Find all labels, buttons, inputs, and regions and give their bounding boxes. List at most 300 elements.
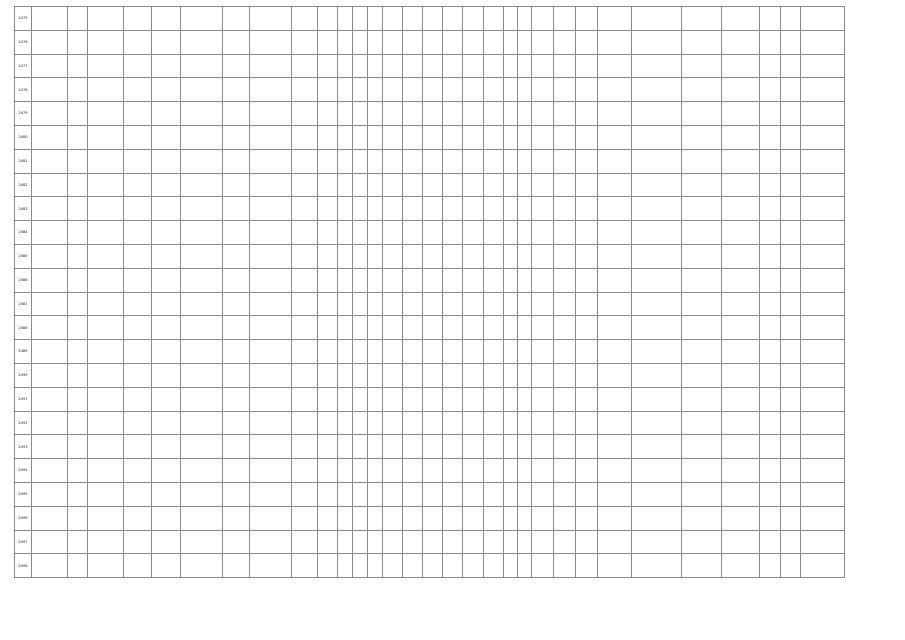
table-cell bbox=[483, 411, 503, 435]
table-cell bbox=[597, 340, 631, 364]
table-cell bbox=[722, 30, 760, 54]
table-cell bbox=[124, 363, 152, 387]
table-cell bbox=[575, 506, 597, 530]
table-cell bbox=[483, 363, 503, 387]
table-cell bbox=[368, 316, 383, 340]
table-cell bbox=[403, 459, 423, 483]
table-cell bbox=[222, 530, 249, 554]
table-cell bbox=[553, 78, 575, 102]
table-cell bbox=[553, 530, 575, 554]
table-cell bbox=[338, 102, 353, 126]
table-cell bbox=[517, 7, 531, 31]
table-cell bbox=[517, 268, 531, 292]
table-row bbox=[15, 54, 845, 78]
table-cell bbox=[403, 7, 423, 31]
table-cell bbox=[249, 125, 291, 149]
table-cell bbox=[483, 459, 503, 483]
table-cell bbox=[180, 506, 222, 530]
table-cell bbox=[780, 7, 800, 31]
table-cell bbox=[152, 482, 180, 506]
table-cell bbox=[338, 30, 353, 54]
table-cell bbox=[368, 173, 383, 197]
table-cell bbox=[353, 530, 368, 554]
table-cell bbox=[124, 268, 152, 292]
table-cell bbox=[575, 78, 597, 102]
table-cell bbox=[722, 268, 760, 292]
table-cell bbox=[368, 292, 383, 316]
table-cell bbox=[682, 363, 722, 387]
table-cell bbox=[368, 435, 383, 459]
table-cell bbox=[32, 292, 68, 316]
table-cell bbox=[760, 435, 780, 459]
table-cell bbox=[800, 316, 844, 340]
table-cell bbox=[632, 244, 682, 268]
table-cell bbox=[800, 506, 844, 530]
table-cell bbox=[423, 30, 443, 54]
table-cell bbox=[722, 482, 760, 506]
table-row bbox=[15, 7, 845, 31]
table-cell bbox=[780, 411, 800, 435]
table-cell bbox=[88, 149, 124, 173]
table-cell bbox=[368, 482, 383, 506]
table-cell bbox=[443, 554, 463, 578]
table-cell bbox=[152, 149, 180, 173]
table-cell bbox=[353, 292, 368, 316]
table-cell bbox=[318, 102, 338, 126]
table-cell bbox=[222, 411, 249, 435]
table-cell bbox=[32, 173, 68, 197]
table-cell bbox=[760, 7, 780, 31]
table-cell bbox=[249, 292, 291, 316]
table-cell bbox=[760, 30, 780, 54]
table-cell bbox=[383, 554, 403, 578]
table-cell bbox=[531, 125, 553, 149]
table-cell bbox=[682, 316, 722, 340]
table-cell bbox=[338, 221, 353, 245]
table-cell bbox=[403, 435, 423, 459]
table-cell bbox=[338, 268, 353, 292]
table-cell bbox=[597, 221, 631, 245]
table-cell bbox=[463, 7, 483, 31]
table-cell bbox=[682, 506, 722, 530]
table-cell bbox=[68, 197, 88, 221]
table-cell bbox=[68, 435, 88, 459]
table-cell bbox=[722, 387, 760, 411]
table-cell bbox=[682, 292, 722, 316]
table-cell bbox=[575, 268, 597, 292]
table-cell bbox=[403, 387, 423, 411]
table-cell bbox=[443, 78, 463, 102]
table-cell bbox=[632, 102, 682, 126]
table-cell bbox=[403, 482, 423, 506]
table-cell bbox=[722, 149, 760, 173]
table-cell bbox=[222, 292, 249, 316]
table-cell bbox=[463, 435, 483, 459]
table-cell bbox=[575, 173, 597, 197]
table-cell bbox=[68, 30, 88, 54]
table-cell bbox=[180, 482, 222, 506]
table-cell bbox=[152, 530, 180, 554]
table-cell bbox=[180, 268, 222, 292]
table-cell bbox=[597, 459, 631, 483]
table-cell bbox=[291, 102, 317, 126]
table-cell bbox=[632, 54, 682, 78]
table-cell bbox=[318, 459, 338, 483]
table-cell bbox=[553, 292, 575, 316]
table-row bbox=[15, 530, 845, 554]
table-cell bbox=[88, 482, 124, 506]
table-cell bbox=[249, 506, 291, 530]
table-cell bbox=[338, 54, 353, 78]
table-cell bbox=[682, 530, 722, 554]
table-cell bbox=[780, 316, 800, 340]
table-cell bbox=[632, 197, 682, 221]
table-cell bbox=[338, 292, 353, 316]
table-cell bbox=[368, 7, 383, 31]
table-cell bbox=[152, 221, 180, 245]
table-cell bbox=[222, 435, 249, 459]
table-row bbox=[15, 197, 845, 221]
table-cell bbox=[152, 363, 180, 387]
row-number-cell: 2480 bbox=[15, 125, 32, 149]
table-cell bbox=[760, 221, 780, 245]
table-cell bbox=[368, 411, 383, 435]
table-cell bbox=[124, 292, 152, 316]
table-cell bbox=[443, 363, 463, 387]
table-cell bbox=[423, 173, 443, 197]
table-cell bbox=[597, 316, 631, 340]
table-cell bbox=[249, 482, 291, 506]
table-cell bbox=[249, 149, 291, 173]
table-cell bbox=[760, 54, 780, 78]
table-cell bbox=[443, 530, 463, 554]
row-number-cell: 2497 bbox=[15, 530, 32, 554]
table-cell bbox=[632, 268, 682, 292]
table-cell bbox=[575, 125, 597, 149]
table-cell bbox=[443, 197, 463, 221]
table-cell bbox=[368, 387, 383, 411]
row-number-cell: 2479 bbox=[15, 102, 32, 126]
table-cell bbox=[353, 459, 368, 483]
table-cell bbox=[291, 316, 317, 340]
table-cell bbox=[632, 459, 682, 483]
table-cell bbox=[180, 30, 222, 54]
table-cell bbox=[503, 530, 517, 554]
table-cell bbox=[553, 54, 575, 78]
table-cell bbox=[760, 125, 780, 149]
table-cell bbox=[222, 554, 249, 578]
table-cell bbox=[403, 268, 423, 292]
table-cell bbox=[483, 102, 503, 126]
table-row bbox=[15, 30, 845, 54]
table-cell bbox=[575, 149, 597, 173]
table-row bbox=[15, 102, 845, 126]
table-cell bbox=[443, 506, 463, 530]
row-number-cell: 2496 bbox=[15, 506, 32, 530]
table-cell bbox=[180, 197, 222, 221]
table-cell bbox=[32, 54, 68, 78]
table-cell bbox=[291, 459, 317, 483]
table-cell bbox=[152, 411, 180, 435]
table-cell bbox=[575, 411, 597, 435]
table-cell bbox=[800, 482, 844, 506]
table-row bbox=[15, 125, 845, 149]
table-cell bbox=[800, 197, 844, 221]
table-cell bbox=[597, 530, 631, 554]
row-number-cell: 2486 bbox=[15, 268, 32, 292]
table-cell bbox=[682, 149, 722, 173]
table-cell bbox=[291, 244, 317, 268]
table-cell bbox=[760, 102, 780, 126]
table-cell bbox=[760, 459, 780, 483]
table-cell bbox=[353, 506, 368, 530]
table-cell bbox=[180, 54, 222, 78]
table-cell bbox=[632, 340, 682, 364]
table-cell bbox=[291, 30, 317, 54]
table-cell bbox=[463, 244, 483, 268]
table-cell bbox=[517, 149, 531, 173]
table-cell bbox=[780, 102, 800, 126]
table-cell bbox=[682, 54, 722, 78]
table-cell bbox=[531, 102, 553, 126]
table-cell bbox=[503, 268, 517, 292]
table-cell bbox=[780, 482, 800, 506]
table-row bbox=[15, 363, 845, 387]
table-cell bbox=[682, 459, 722, 483]
row-number-cell: 2481 bbox=[15, 149, 32, 173]
table-cell bbox=[32, 435, 68, 459]
table-cell bbox=[780, 125, 800, 149]
table-cell bbox=[503, 482, 517, 506]
table-cell bbox=[531, 363, 553, 387]
table-cell bbox=[800, 173, 844, 197]
table-cell bbox=[503, 506, 517, 530]
table-cell bbox=[682, 340, 722, 364]
table-cell bbox=[368, 125, 383, 149]
table-cell bbox=[423, 316, 443, 340]
table-cell bbox=[423, 244, 443, 268]
table-cell bbox=[32, 78, 68, 102]
table-cell bbox=[423, 102, 443, 126]
table-cell bbox=[503, 221, 517, 245]
table-cell bbox=[152, 506, 180, 530]
table-cell bbox=[383, 316, 403, 340]
table-cell bbox=[180, 292, 222, 316]
table-cell bbox=[682, 244, 722, 268]
table-cell bbox=[800, 221, 844, 245]
table-cell bbox=[553, 244, 575, 268]
table-cell bbox=[318, 363, 338, 387]
table-cell bbox=[780, 268, 800, 292]
table-cell bbox=[222, 268, 249, 292]
table-cell bbox=[383, 244, 403, 268]
table-cell bbox=[682, 482, 722, 506]
table-cell bbox=[463, 316, 483, 340]
table-cell bbox=[353, 197, 368, 221]
table-cell bbox=[353, 363, 368, 387]
table-cell bbox=[88, 54, 124, 78]
table-cell bbox=[124, 173, 152, 197]
table-cell bbox=[597, 197, 631, 221]
table-cell bbox=[632, 316, 682, 340]
table-cell bbox=[368, 30, 383, 54]
table-cell bbox=[553, 268, 575, 292]
table-cell bbox=[531, 197, 553, 221]
row-number-cell: 2476 bbox=[15, 30, 32, 54]
table-cell bbox=[780, 292, 800, 316]
table-cell bbox=[517, 363, 531, 387]
table-cell bbox=[760, 78, 780, 102]
table-cell bbox=[517, 435, 531, 459]
table-cell bbox=[32, 197, 68, 221]
table-cell bbox=[291, 411, 317, 435]
table-cell bbox=[403, 506, 423, 530]
table-cell bbox=[632, 149, 682, 173]
table-cell bbox=[517, 30, 531, 54]
table-cell bbox=[483, 530, 503, 554]
table-cell bbox=[383, 387, 403, 411]
table-cell bbox=[531, 292, 553, 316]
table-cell bbox=[463, 387, 483, 411]
table-cell bbox=[443, 149, 463, 173]
table-cell bbox=[222, 244, 249, 268]
table-cell bbox=[152, 554, 180, 578]
table-cell bbox=[553, 197, 575, 221]
table-cell bbox=[800, 102, 844, 126]
table-cell bbox=[632, 30, 682, 54]
table-cell bbox=[682, 554, 722, 578]
table-cell bbox=[368, 459, 383, 483]
table-cell bbox=[353, 125, 368, 149]
table-cell bbox=[383, 102, 403, 126]
table-cell bbox=[423, 54, 443, 78]
table-cell bbox=[68, 125, 88, 149]
table-cell bbox=[249, 244, 291, 268]
table-cell bbox=[722, 125, 760, 149]
table-cell bbox=[575, 482, 597, 506]
table-cell bbox=[531, 7, 553, 31]
table-cell bbox=[423, 268, 443, 292]
table-cell bbox=[800, 268, 844, 292]
table-cell bbox=[423, 459, 443, 483]
table-cell bbox=[423, 149, 443, 173]
table-cell bbox=[291, 125, 317, 149]
table-cell bbox=[531, 411, 553, 435]
table-cell bbox=[383, 459, 403, 483]
table-cell bbox=[152, 387, 180, 411]
table-cell bbox=[463, 173, 483, 197]
table-cell bbox=[353, 435, 368, 459]
table-cell bbox=[124, 221, 152, 245]
table-cell bbox=[780, 340, 800, 364]
table-cell bbox=[249, 197, 291, 221]
table-cell bbox=[443, 387, 463, 411]
table-cell bbox=[383, 268, 403, 292]
table-cell bbox=[575, 197, 597, 221]
table-cell bbox=[68, 316, 88, 340]
table-cell bbox=[575, 340, 597, 364]
table-cell bbox=[291, 7, 317, 31]
table-cell bbox=[383, 435, 403, 459]
table-cell bbox=[483, 340, 503, 364]
table-cell bbox=[800, 7, 844, 31]
table-cell bbox=[483, 221, 503, 245]
table-cell bbox=[318, 554, 338, 578]
table-cell bbox=[338, 554, 353, 578]
row-number-cell: 2482 bbox=[15, 173, 32, 197]
table-cell bbox=[338, 363, 353, 387]
table-cell bbox=[338, 411, 353, 435]
table-cell bbox=[575, 387, 597, 411]
table-cell bbox=[443, 411, 463, 435]
table-cell bbox=[291, 340, 317, 364]
table-cell bbox=[423, 411, 443, 435]
table-cell bbox=[503, 459, 517, 483]
table-cell bbox=[338, 173, 353, 197]
table-cell bbox=[463, 482, 483, 506]
table-cell bbox=[503, 435, 517, 459]
table-cell bbox=[383, 292, 403, 316]
table-cell bbox=[318, 78, 338, 102]
table-cell bbox=[760, 530, 780, 554]
row-number-cell: 2495 bbox=[15, 482, 32, 506]
table-cell bbox=[180, 530, 222, 554]
table-cell bbox=[318, 30, 338, 54]
table-cell bbox=[503, 102, 517, 126]
table-cell bbox=[800, 459, 844, 483]
table-cell bbox=[553, 149, 575, 173]
table-cell bbox=[517, 221, 531, 245]
table-cell bbox=[249, 435, 291, 459]
table-cell bbox=[338, 316, 353, 340]
table-cell bbox=[597, 411, 631, 435]
table-cell bbox=[575, 554, 597, 578]
table-cell bbox=[88, 554, 124, 578]
table-cell bbox=[463, 530, 483, 554]
table-cell bbox=[443, 54, 463, 78]
table-cell bbox=[531, 221, 553, 245]
table-cell bbox=[780, 554, 800, 578]
table-cell bbox=[800, 125, 844, 149]
table-cell bbox=[318, 340, 338, 364]
table-cell bbox=[291, 363, 317, 387]
table-cell bbox=[318, 149, 338, 173]
table-cell bbox=[368, 54, 383, 78]
table-cell bbox=[531, 149, 553, 173]
table-cell bbox=[503, 125, 517, 149]
table-cell bbox=[180, 363, 222, 387]
table-cell bbox=[222, 54, 249, 78]
table-cell bbox=[503, 554, 517, 578]
table-cell bbox=[368, 268, 383, 292]
table-cell bbox=[682, 78, 722, 102]
table-cell bbox=[32, 102, 68, 126]
table-cell bbox=[423, 221, 443, 245]
table-cell bbox=[722, 316, 760, 340]
row-number-cell: 2491 bbox=[15, 387, 32, 411]
row-number-cell: 2493 bbox=[15, 435, 32, 459]
table-cell bbox=[32, 30, 68, 54]
table-cell bbox=[32, 554, 68, 578]
table-cell bbox=[682, 197, 722, 221]
table-cell bbox=[722, 554, 760, 578]
table-cell bbox=[403, 125, 423, 149]
table-cell bbox=[575, 244, 597, 268]
table-cell bbox=[722, 363, 760, 387]
row-number-cell: 2484 bbox=[15, 221, 32, 245]
table-cell bbox=[463, 102, 483, 126]
table-cell bbox=[503, 244, 517, 268]
